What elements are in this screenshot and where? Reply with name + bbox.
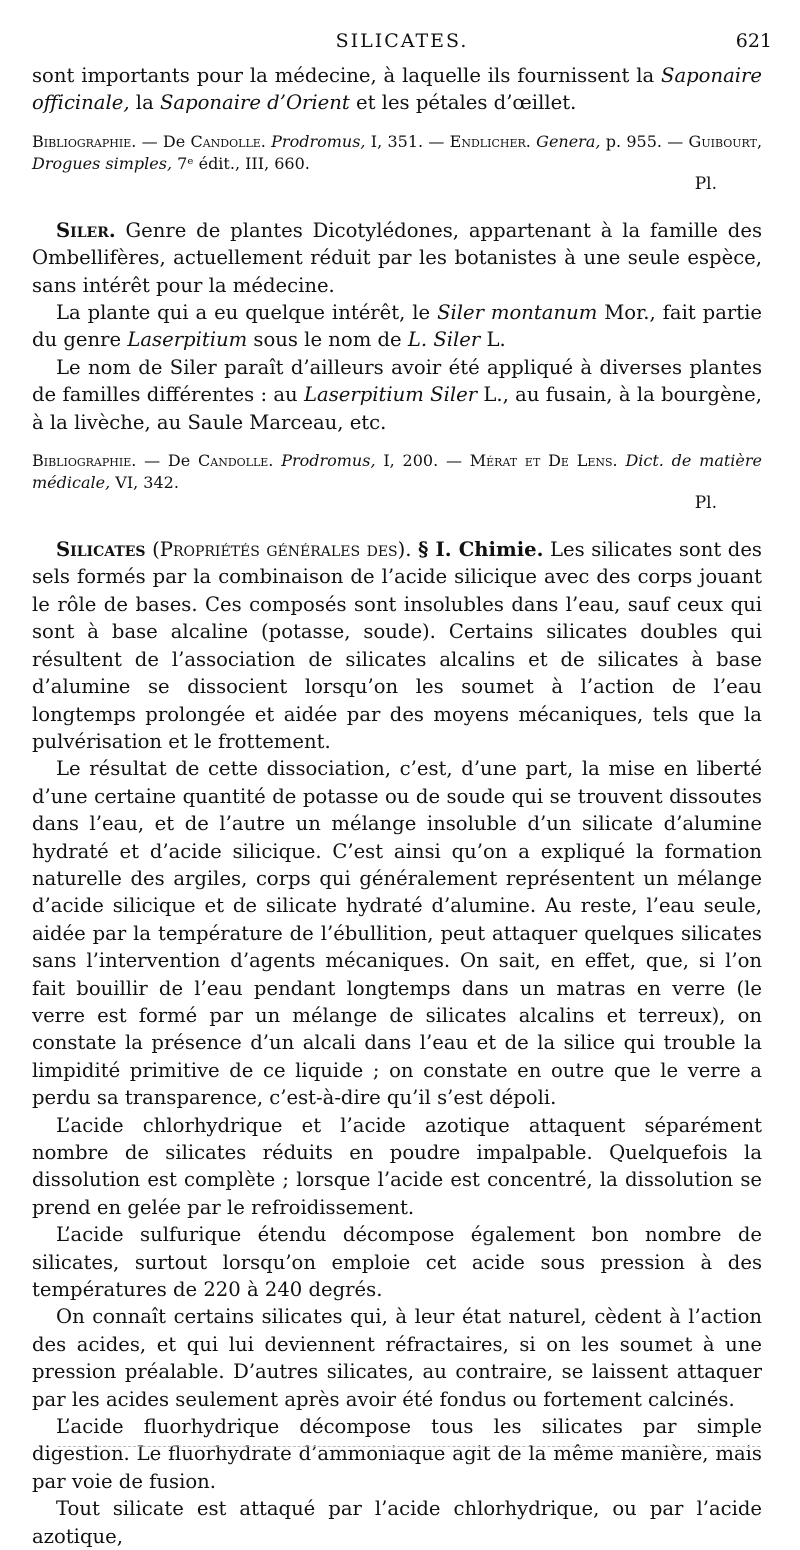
paragraph: L’acide sulfurique étendu décompose également bon nombre de silicates, surtout lorsqu’on emploie cet acide sous pression à des températures de 220 à 240 degrés.: [32, 1223, 762, 1302]
italic-text: Laserpitium: [127, 328, 248, 352]
entry-headword: Siler.: [56, 218, 116, 242]
bibliography-label: Bibliographie.: [32, 131, 137, 151]
paragraph: L’acide chlorhydrique et l’acide azotique attaquent séparément nombre de silicates réduits en poudre impalpable. Quelquefois la dissolution est complète ; lorsque l’acide est concentré, la dissolution se prend en gelée par le refroidissement.: [32, 1113, 762, 1219]
paragraph: Le nom de Siler paraît d’ailleurs avoir été appliqué à diverses plantes de familles différentes : au Laserpitium Siler L., au fusain, à la bourgène, à la livèche, au Saule Marceau, etc.: [32, 355, 762, 434]
author: Endlicher.: [449, 131, 531, 151]
work-title: Dict. de matière médicale,: [32, 451, 763, 493]
page-bottom-rule: [58, 1446, 760, 1448]
running-title: SILICATES.: [335, 30, 469, 52]
entry-saponaire-continuation: [32, 62, 762, 195]
italic-text: Saponaire d’Orient: [159, 91, 350, 115]
italic-text: Siler montanum: [437, 301, 598, 325]
paragraph: La plante qui a eu quelque intérêt, le Siler montanum Mor., fait partie du genre Laserpitium sous le nom de L. Siler L.: [32, 301, 762, 352]
work-title: Genera,: [536, 131, 601, 151]
author: Candolle.: [198, 451, 274, 471]
author-signature: Pl.: [694, 493, 717, 514]
entry-headword: Silicates: [56, 538, 146, 562]
section-heading: § I. Chimie.: [418, 538, 544, 562]
page-body: [32, 62, 762, 1550]
italic-text: L. Siler: [407, 328, 481, 352]
paragraph: Tout silicate est attaqué par l’acide chlorhydrique, ou par l’acide azotique,: [32, 1497, 762, 1548]
bibliography: Bibliographie. — De Candolle. Prodromus, I, 351. — Endlicher. Genera, p. 955. — Guibourt, Drogues simples, 7ᵉ édit., III, 660. Pl.: [32, 131, 763, 194]
paragraph: L’acide fluorhydrique décompose tous les silicates par simple digestion. Le fluorhydrate d’ammoniaque agit de la même manière, mais par voie de fusion.: [32, 1415, 762, 1493]
page-number: 621: [735, 30, 772, 52]
bibliography: Bibliographie. — De Candolle. Prodromus, I, 200. — Mérat et De Lens. Dict. de matière médicale, VI, 342. Pl.: [32, 451, 763, 514]
paragraph: Siler. Genre de plantes Dicotylédones, appartenant à la famille des Ombellifères, actuellement réduit par les botanistes à une seule espèce, sans intérêt pour la médecine.: [32, 218, 762, 297]
paragraph: Silicates (Propriétés générales des). § I. Chimie. Les silicates sont des sels formés par la combinaison de l’acide silicique avec des corps jouant le rôle de bases. Ces composés sont insolubles dans l’eau, sauf ceux qui sont à base alcaline (potasse, soude). Certains silicates doubles qui résultent de l’association de silicates alcalins et de silicates à base d’alumine se dissocient lorsqu’on les soumet à l’action de l’eau longtemps prolongée et aidée par des moyens mécaniques, tels que la pulvérisation et le frottement.: [32, 538, 762, 753]
italic-text: Saponaire officinale,: [32, 64, 762, 115]
work-title: Prodromus,: [271, 131, 366, 151]
entry-subtitle: (Propriétés générales des).: [145, 538, 419, 562]
author: Mérat et De Lens.: [469, 451, 618, 471]
paragraph: sont importants pour la médecine, à laquelle ils fournissent la Saponaire officinale, la Saponaire d’Orient et les pétales d’œillet.: [32, 64, 762, 115]
bibliography-label: Bibliographie.: [32, 451, 137, 471]
entry-siler: [32, 217, 762, 514]
italic-text: Laserpitium Siler: [304, 383, 478, 407]
paragraph: On connaît certains silicates qui, à leur état naturel, cèdent à l’action des acides, et qui lui deviennent réfractaires, si on les soumet à une pression préalable. D’autres silicates, au contraire, se laissent attaquer par les acides seulement après avoir été fondus ou fortement calcinés.: [32, 1305, 762, 1411]
work-title: Prodromus,: [281, 451, 376, 471]
author: Guibourt,: [688, 131, 763, 151]
entry-silicates: [32, 536, 762, 1550]
author-signature: Pl.: [694, 173, 717, 194]
paragraph: Le résultat de cette dissociation, c’est, d’une part, la mise en liberté d’une certaine quantité de potasse ou de soude qui se trouvent dissoutes dans l’eau, et de l’autre un mélange insoluble d’un silicate d’alumine hydraté et d’acide silicique. C’est ainsi qu’on a expliqué la formation naturelle des argiles, corps qui généralement représentent un mélange d’acide silicique et de silicate hydraté d’alumine. Au reste, l’eau seule, aidée par la température de l’ébullition, peut attaquer quelques silicates sans l’intervention d’agents mécaniques. On sait, en effet, que, si l’on fait bouillir de l’eau pendant longtemps dans un matras en verre (le verre est formé par un mélange de silicates alcalins et terreux), on constate la présence d’un alcali dans l’eau et de la silice qui trouble la limpidité primitive de ce liquide ; on constate en outre que le verre a perdu sa transparence, c’est-à-dire qu’il s’est dépoli.: [32, 757, 762, 1110]
author: Candolle.: [190, 131, 266, 151]
page-header: [32, 30, 772, 56]
work-title: Drogues simples,: [32, 153, 173, 173]
